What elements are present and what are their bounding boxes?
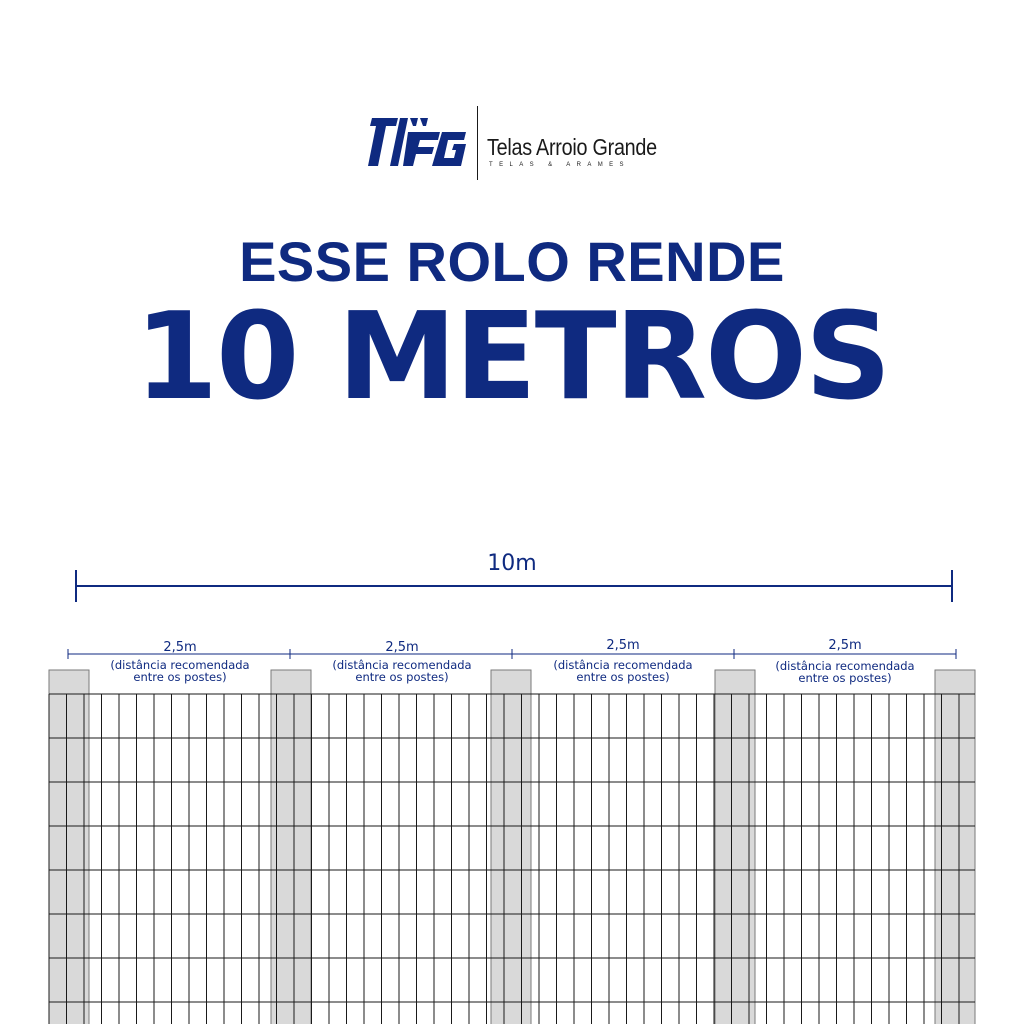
highlight-length: 10 METROS [134,288,890,427]
fence-post [49,670,89,1024]
section-3-label [553,638,692,684]
section-length: 2,5m [606,638,640,653]
brand-tagline: TELAS & ARAMES [489,162,630,168]
section-2-label [332,640,471,684]
section-1-label [110,640,249,684]
section-note: entre os postes) [576,670,670,684]
section-note: entre os postes) [355,670,449,684]
section-note: (distância recomendada [775,659,915,673]
section-length: 2,5m [385,640,419,655]
section-length: 2,5m [163,640,197,655]
brand-name: Telas Arroio Grande [487,134,657,160]
headline: ESSE ROLO RENDE [239,230,785,293]
section-note: entre os postes) [133,670,227,684]
section-4-label [775,638,914,685]
fence-post [491,670,531,1024]
section-note: (distância recomendada [110,658,250,672]
section-note: (distância recomendada [553,658,693,672]
section-note: (distância recomendada [332,658,472,672]
total-length-label: 10m [487,551,537,576]
section-length: 2,5m [828,638,862,653]
section-note: entre os postes) [798,671,892,685]
